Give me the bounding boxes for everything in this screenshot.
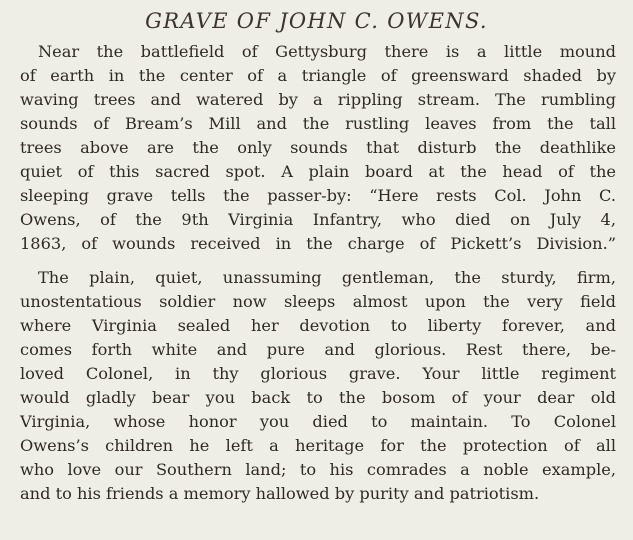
paragraph-2-line-6: would gladly bear you back to the bosom of your dear old — [20, 388, 616, 407]
article-title: GRAVE OF JOHN C. OWENS. — [145, 9, 488, 33]
paragraph-1-line-8: Owens, of the 9th Virginia Infantry, who died on July 4, — [20, 210, 616, 229]
paragraph-1-line-5: trees above are the only sounds that disturb the deathlike — [20, 138, 616, 157]
paragraph-2-line-4: comes forth white and pure and glorious. Rest there, be- — [20, 340, 616, 359]
paragraph-2-line-5: loved Colonel, in thy glorious grave. Your little regiment — [20, 364, 616, 383]
paragraph-2-line-3: where Virginia sealed her devotion to liberty forever, and — [20, 316, 616, 335]
paragraph-2-line-2: unostentatious soldier now sleeps almost upon the very field — [20, 292, 616, 311]
paragraph-1-line-6: quiet of this sacred spot. A plain board at the head of the — [20, 162, 616, 181]
paragraph-2-line-10: and to his friends a memory hallowed by purity and patriotism. — [20, 484, 540, 503]
paragraph-1-line-7: sleeping grave tells the passer-by: “Here rests Col. John C. — [20, 186, 616, 205]
paragraph-2-line-1: The plain, quiet, unassuming gentleman, the sturdy, firm, — [38, 268, 616, 287]
paragraph-1-line-1: Near the battlefield of Gettysburg there is a little mound — [38, 42, 616, 61]
paragraph-1-line-4: sounds of Bream’s Mill and the rustling leaves from the tall — [20, 114, 616, 133]
paragraph-1-line-9: 1863, of wounds received in the charge of Pickett’s Division.” — [20, 234, 616, 253]
paragraph-2-line-9: who love our Southern land; to his comrades a noble example, — [20, 460, 616, 479]
paragraph-1-line-2: of earth in the center of a triangle of greensward shaded by — [20, 66, 616, 85]
paragraph-2-line-7: Virginia, whose honor you died to maintain. To Colonel — [20, 412, 616, 431]
paragraph-2-line-8: Owens’s children he left a heritage for the protection of all — [20, 436, 616, 455]
paragraph-1-line-3: waving trees and watered by a rippling stream. The rumbling — [20, 90, 616, 109]
